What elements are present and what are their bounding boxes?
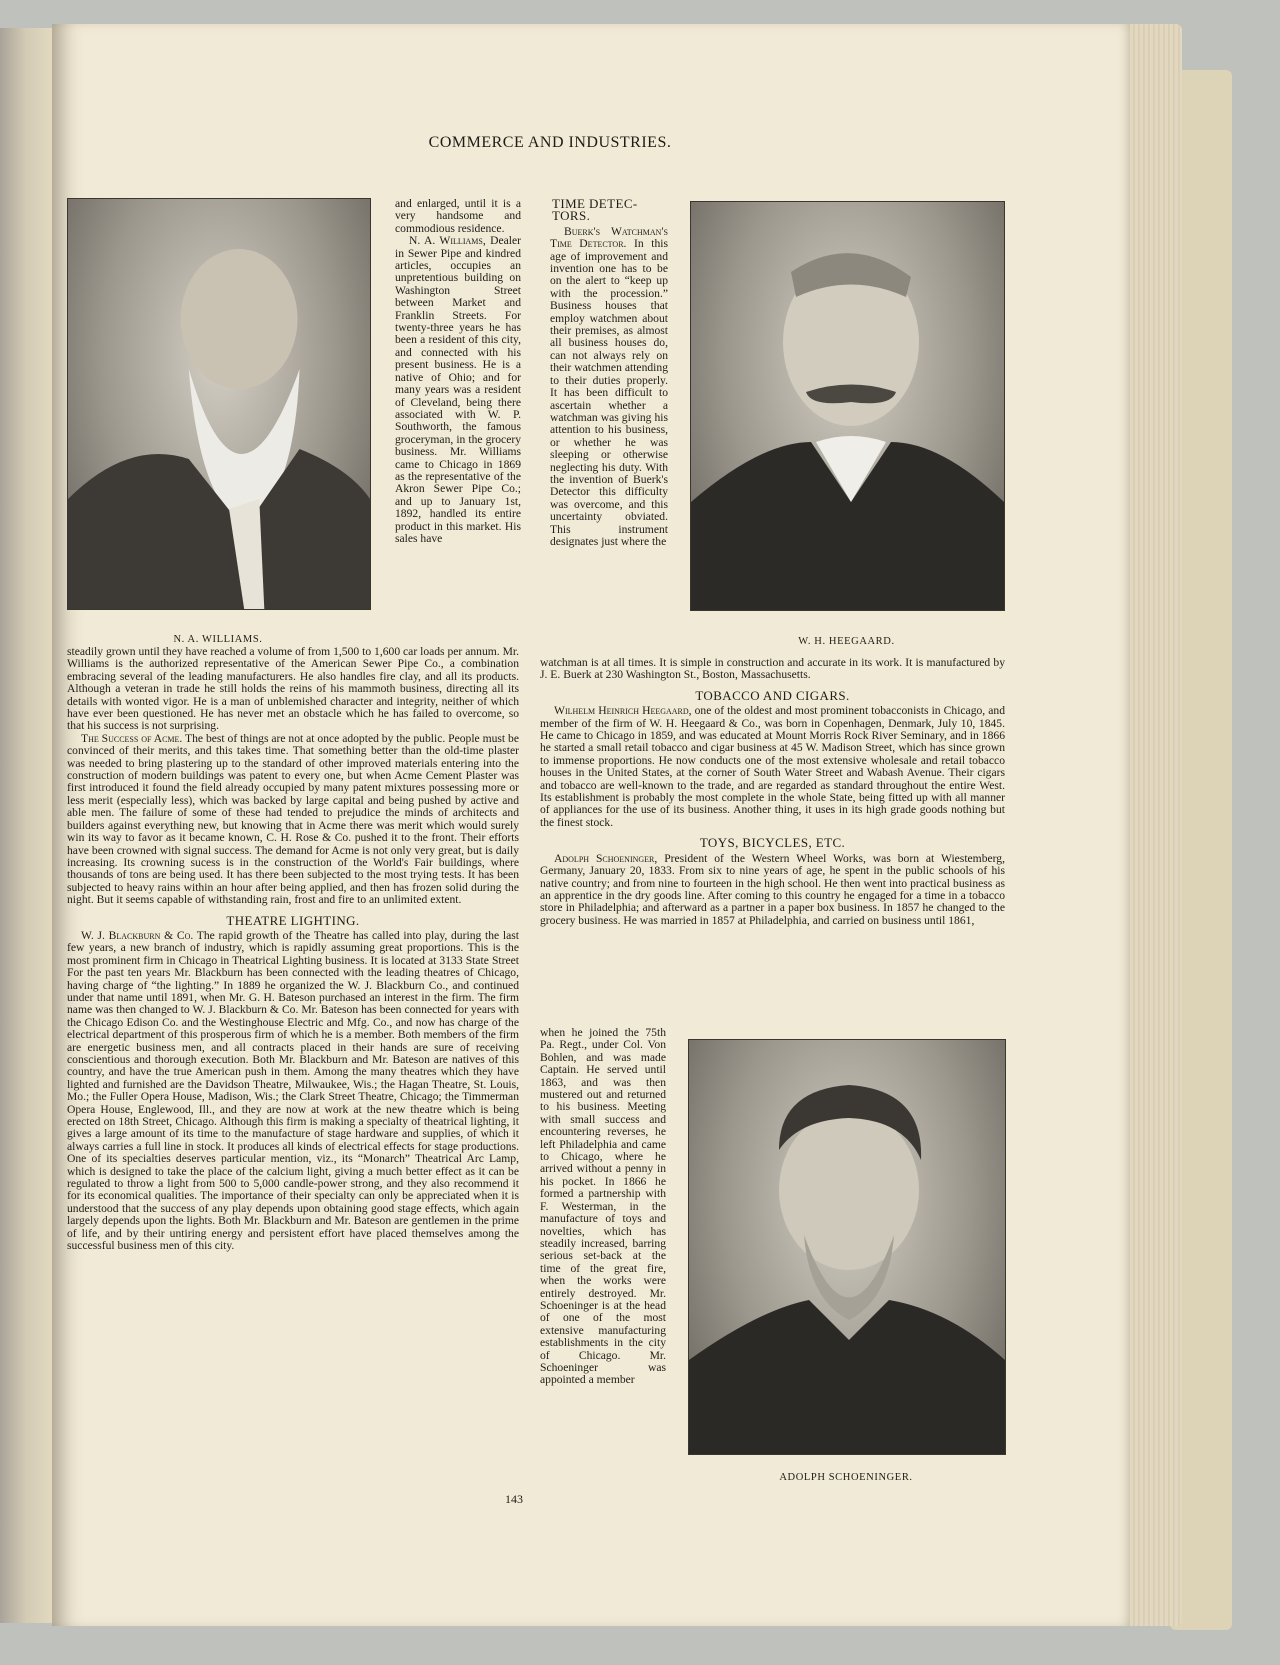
williams-narrow-column [395, 198, 521, 545]
continued-paragraph: and enlarged, until it is a very handsome and commodious residence. [395, 197, 521, 235]
williams-continued: steadily grown until they have reached a volume of from 1,500 to 1,600 car loads per annum. Mr. Williams is the authorized representative of the American Sewer Pipe Co., a combination embracing several of the leading manufacturers. He also handles fire clay, and all its products. Although a veteran in trade he still holds the reins of his mammoth business, directing all its details with wonted vigor. He is a man of unblemished character and integrity, neither of which have ever been questioned. He has never met an obstacle which he has failed to overcome, so that his success is not surprising. [67, 645, 519, 733]
time-detectors-column [550, 198, 668, 548]
portrait-schoeninger [688, 1039, 1006, 1455]
buerk-lead: Buerk's Watchman's Time Detector. [550, 224, 668, 251]
left-main-column [67, 646, 519, 1253]
left-page-edge [0, 28, 58, 1623]
page-number: 143 [505, 1492, 523, 1506]
tobacco-paragraph [540, 705, 1005, 829]
buerk-paragraph [550, 226, 668, 549]
acme-paragraph [67, 733, 519, 907]
toys-lead: Adolph Schoeninger, [554, 851, 658, 865]
toys-text: President of the Western Wheel Works, was born at Wiestemberg, Germany, January 20, 1833. From six to nine years of age, he spent in the public schools of his native country; and from nine to fourteen in the high school. He then went into practical business as an apprentice in the dry goods line. After coming to this country he engaged for a time in a tobacco store in Philadelphia; and afterward as a partner in a paper box business. In 1857 he changed to the grocery business. He was married in 1857 at Philadelphia, and carried on business until 1861, [540, 851, 1005, 927]
schoeninger-narrow-column [540, 1027, 666, 1387]
caption-schoeninger: ADOLPH SCHOENINGER. [779, 1472, 913, 1483]
heading-time-detectors: TIME DETEC-TORS. [552, 196, 638, 224]
acme-lead: The Success of Acme. [81, 731, 183, 745]
heading-theatre-lighting: THEATRE LIGHTING. [226, 912, 360, 928]
heading-toys: TOYS, BICYCLES, ETC. [699, 835, 846, 851]
theatre-paragraph [67, 930, 519, 1253]
heading-tobacco: TOBACCO AND CIGARS. [695, 687, 850, 703]
tobacco-lead: Wilhelm Heinrich Heegaard, [554, 704, 692, 718]
right-main-column [540, 657, 1005, 927]
williams-lead: N. A. Williams, [409, 234, 486, 248]
toys-paragraph [540, 853, 1005, 927]
theatre-lead: W. J. Blackburn & Co. [81, 928, 194, 942]
theatre-text: The rapid growth of the Theatre has called into play, during the last few years, a new branch of industry, which is rapidly assuming great proportions. This is the most prominent firm in Chicago in Theatrical Lighting business. It is located at 3133 State Street For the past ten years Mr. Blackburn has been connected with the leading theatres of Chicago, having charge of “the lighting.” In 1889 he organized the W. J. Blackburn Co., and continued under that name until 1891, when Mr. G. H. Bateson purchased an interest in the firm. The firm name was then changed to W. J. Blackburn & Co. Mr. Bateson has been connected for years with the Chicago Edison Co. and the Westinghouse Electric and Mfg. Co., and now has charge of the electrical department of this prosperous firm of which he is a member. Both members of the firm are energetic business men, and all contracts placed in their hands are sure of receiving conscientious and thorough execution. Both Mr. Blackburn and Mr. Bateson are natives of this country, and have the true American push in them. Among the many theatres which they have lighted and furnished are the Davidson Theatre, Milwaukee, Wis.; the Hagan Theatre, St. Louis, Mo.; the Fuller Opera House, Madison, Wis.; the Clark Street Theatre, Chicago; the Timmerman Opera House, Englewood, Ill., and they are now at work at the new theatre which is being erected on 18th Street, Chicago. Although this firm is making a specialty of theatrical lighting, it gives a large amount of its time to the manufacture of stage hardware and supplies, of which it always carries a full line in stock. It produces all kinds of electrical effects for stage productions. One of its specialties deserves particular mention, viz., its “Monarch” Theatrical Arc Lamp, which is designed to take the place of the calcium light, giving a much better effect as it can be regulated to throw a light from 500 to 5,000 candle-power strong, and they also recommend it for its economical qualities. The importance of their specialty can only be appreciated when it is understood that the success of any play depends upon obtaining good stage effects, which again largely depends upon the lights. Both Mr. Blackburn and Mr. Bateson are gentlemen in the prime of life, and by their untiring energy and persistent effort have placed themselves among the successful business men of this city. [67, 928, 519, 1253]
caption-williams: N. A. WILLIAMS. [173, 634, 263, 645]
portrait-heegaard [690, 201, 1005, 611]
tobacco-text: one of the oldest and most prominent tobacconists in Chicago, and member of the firm of W. H. Heegaard & Co., was born in Copenhagen, Denmark, July 10, 1845. He came to Chicago in 1859, and was educated at Mount Morris Rock River Seminary, and in 1866 he started a small retail tobacco and cigar business at 45 W. Madison Street, which has since grown to immense proportions. He now conducts one of the most extensive wholesale and retail tobacco houses in the United States, at the corner of South Water Street and Wabash Avenue. Their cigars and tobacco are well-known to the trade, and are regarded as standard throughout the entire West. Its establishment is probably the most complete in the whole State, being fitted up with all manner of appliances for the use of its business. Another thing, it uses in its high grade goods nothing but the finest stock. [540, 704, 1005, 829]
williams-paragraph [395, 235, 521, 545]
schoeninger-text: when he joined the 75th Pa. Regt., under Col. Von Bohlen, and was made Captain. He served until 1863, and was then mustered out and returned to his business. Meeting with small success and encountering reverses, he left Philadelphia and came to Chicago, where he arrived without a penny in his pocket. In 1866 he formed a partnership with F. Westerman, in the manufacture of toys and novelties, which has steadily increased, barring serious set-back at the time of the great fire, when the works were entirely destroyed. Mr. Schoeninger is at the head of one of the most extensive manufacturing establishments in the city of Chicago. Mr. Schoeninger was appointed a member [540, 1026, 666, 1387]
williams-text: Dealer in Sewer Pipe and kindred articles, occupies an unpretentious building on Washington Street between Market and Franklin Streets. For twenty-three years he has been a resident of this city, and connected with his present business. He is a native of Ohio; and for many years was a resident of Cleveland, being there associated with W. P. Southworth, the famous groceryman, in the grocery business. Mr. Williams came to Chicago in 1869 as the representative of the Akron Sewer Pipe Co.; and up to January 1st, 1892, handled its entire product in this market. His sales have [395, 234, 521, 545]
portrait-williams [67, 198, 371, 610]
caption-heegaard: W. H. HEEGAARD. [798, 636, 895, 647]
acme-text: The best of things are not at once adopted by the public. People must be convinced of their merits, and this takes time. That something better than the old-time plaster was needed to bring plastering up to the standard of other improved materials entering into the construction of modern buildings was patent to every one, but when Acme Cement Plaster was first introduced it found the field already occupied by many patent mixtures possessing more or less merit (especially less), which was backed by large capital and being pushed by active and able men. The failure of some of these had tended to prejudice the minds of architects and builders against everything new, but knowing that in Acme there was merit which would surely win its way to favor as it became known, C. H. Rose & Co. pushed it to the front. Their efforts have been crowned with signal success. The demand for Acme is not only very great, but is daily increasing. Its crowning sucess is in the construction of the World's Fair buildings, where thousands of tons are being used. It has there been subjected to the most trying tests. It has been subjected to heavy rains within an hour after being applied, and then has frozen solid during the night. But it seems capable of withstanding rain, frost and fire to an unlimited extent. [67, 731, 519, 907]
running-header: COMMERCE AND INDUSTRIES. [428, 134, 672, 151]
buerk-continued: watchman is at all times. It is simple in construction and accurate in its work. It is manufactured by J. E. Buerk at 230 Washington St., Boston, Massachusetts. [540, 656, 1005, 682]
buerk-text: In this age of improvement and invention one has to be on the alert to “keep up with the procession.” Business houses that employ watchmen about their premises, as almost all business houses do, can not always rely on their watchmen attending to their duties properly. It has been difficult to ascertain whether a watchman was giving his attention to his business, or whether he was sleeping or otherwise neglecting his duty. With the invention of Buerk's Detector this difficulty was overcome, and this uncertainty obviated. This instrument designates just where the [550, 237, 668, 548]
